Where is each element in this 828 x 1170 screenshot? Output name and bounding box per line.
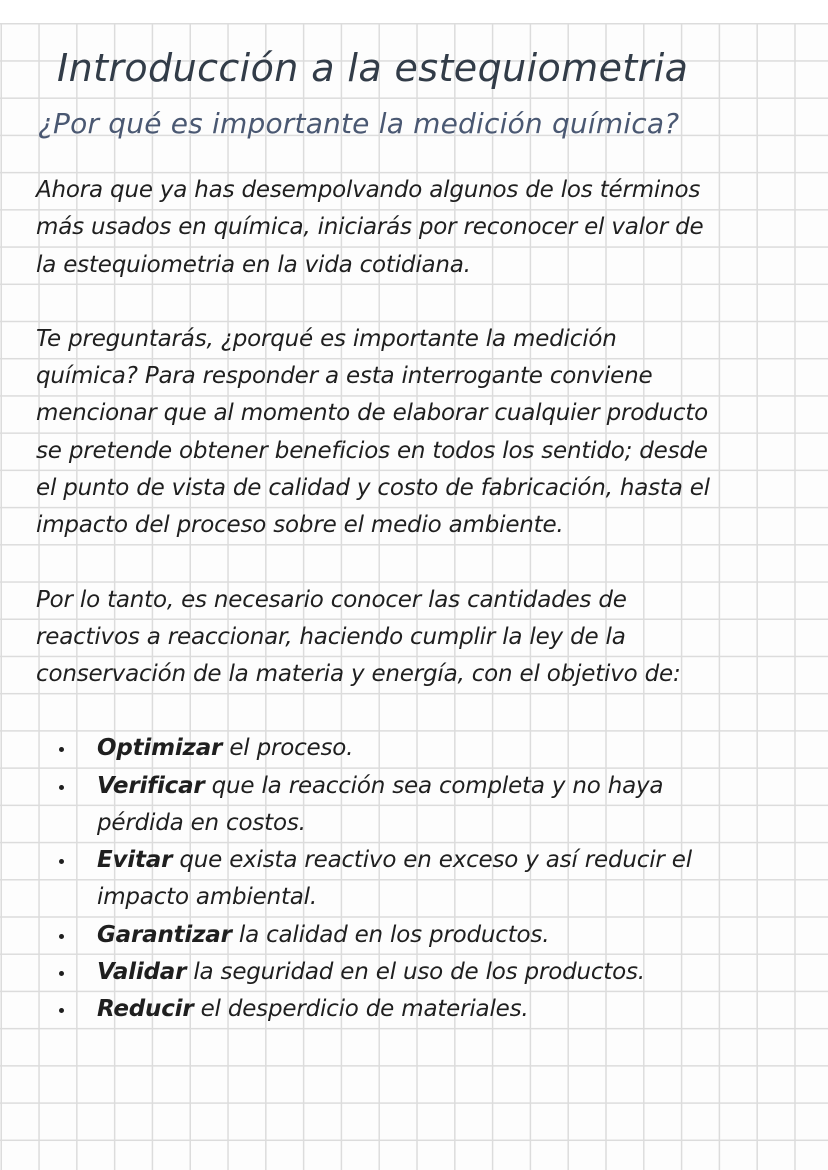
bullet-icon (56, 730, 66, 767)
paragraph-line: reactivos a reaccionar, haciendo cumplir la ley de la (36, 623, 626, 650)
list-keyword: Garantizar (97, 921, 232, 948)
bullet-icon (56, 991, 66, 1028)
bullet-icon (56, 917, 66, 954)
list-keyword: Reducir (97, 996, 194, 1022)
page-title: Introducción a la estequiometria (57, 46, 689, 90)
list-keyword: Verificar (97, 772, 205, 799)
paragraph-line: Por lo tanto, es necesario conocer las cantidades de (36, 586, 627, 613)
list-item-text: Validar la seguridad en el uso de los productos. (97, 958, 645, 985)
paragraph-line: la estequiometria en la vida cotidiana. (36, 251, 471, 278)
paragraph-line: mencionar que al momento de elaborar cualquier producto (36, 400, 709, 427)
list-keyword: Optimizar (97, 735, 223, 762)
list-item-continuation: impacto ambiental. (97, 884, 317, 911)
paragraph-line: conservación de la materia y energía, con el objetivo de: (36, 661, 681, 687)
bullet-icon (56, 842, 66, 879)
list-item-text: Optimizar el proceso. (97, 735, 354, 762)
list-keyword: Validar (97, 958, 187, 985)
paragraph-line: el punto de vista de calidad y costo de fabricación, hasta el (36, 474, 710, 501)
list-item-text: Reducir el desperdicio de materiales. (97, 996, 529, 1022)
paragraph-line: más usados en química, iniciarás por reconocer el valor de (36, 214, 704, 241)
page-subtitle: ¿Por qué es importante la medición química? (38, 107, 680, 140)
paragraph-line: Ahora que ya has desempolvando algunos de los términos (36, 177, 701, 203)
list-item-text: Verificar que la reacción sea completa y no haya (97, 772, 664, 799)
list-keyword: Evitar (97, 847, 173, 874)
paragraph-line: se pretende obtener beneficios en todos los sentido; desde (36, 437, 708, 464)
list-item-text: Evitar que exista reactivo en exceso y así reducir el (97, 847, 692, 874)
paragraph-line: impacto del proceso sobre el medio ambiente. (36, 512, 564, 539)
paragraph-line: química? Para responder a esta interrogante conviene (36, 363, 653, 390)
paragraph-line: Te preguntarás, ¿porqué es importante la medición (36, 326, 617, 352)
bullet-icon (56, 954, 66, 991)
list-item-text: Garantizar la calidad en los productos. (97, 921, 550, 948)
bullet-icon (56, 768, 66, 805)
list-item-continuation: pérdida en costos. (97, 809, 306, 836)
